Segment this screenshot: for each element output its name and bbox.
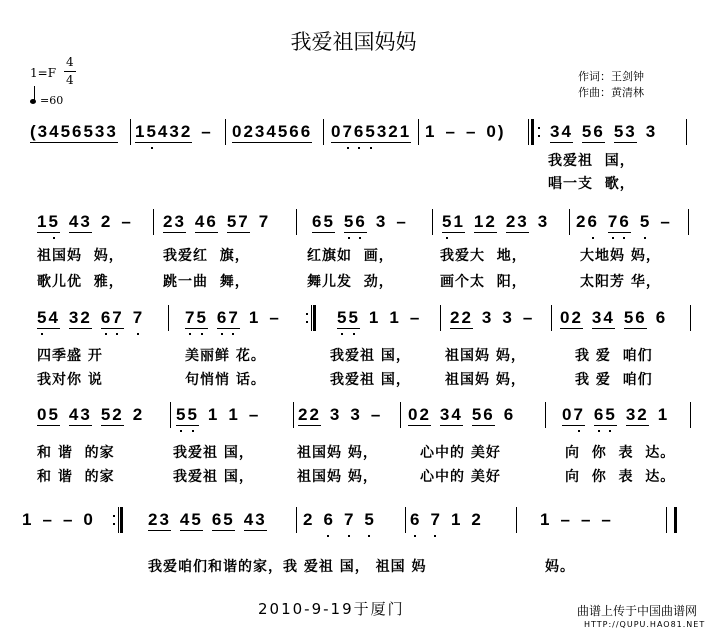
lyricist: 作词：王剑钟 — [578, 70, 644, 83]
note-group: 7 — [344, 510, 355, 530]
lyric-verse-1: 心中的 美好 — [420, 445, 501, 461]
note-group: 67 — [101, 308, 124, 329]
note-group: 12 — [473, 212, 497, 231]
barline — [418, 119, 419, 145]
time-signature-top: 4 — [66, 55, 74, 69]
note-group: 6 — [323, 510, 334, 530]
note-group: – — [42, 510, 54, 529]
low-octave-dot — [348, 237, 350, 239]
low-octave-dot — [414, 535, 416, 537]
low-octave-dot — [347, 147, 349, 149]
measure — [550, 122, 657, 152]
note-group: 34 — [591, 308, 615, 327]
note-group: 56 — [581, 122, 605, 141]
low-octave-dot — [446, 237, 448, 239]
lyric-verse-1: 红旗如 画， — [307, 248, 394, 264]
low-octave-dot — [359, 237, 361, 239]
note-group: 2 — [100, 212, 113, 231]
measure — [37, 405, 144, 435]
note-group: 52 — [100, 405, 124, 424]
low-octave-dot — [623, 237, 625, 239]
note-group: 07 — [562, 405, 585, 426]
barline — [569, 209, 570, 235]
note-group: 22 — [450, 308, 473, 327]
measure — [576, 212, 672, 242]
measure — [337, 308, 421, 338]
note-group: 65 — [312, 212, 335, 231]
note-group: – — [409, 308, 422, 327]
repeat-barline-thick — [120, 507, 123, 533]
note-group: – — [121, 212, 133, 231]
repeat-barline-thin — [311, 305, 312, 331]
note-group: 7 — [133, 308, 144, 328]
repeat-barline-thin — [118, 507, 119, 533]
barline — [296, 507, 297, 533]
note-group: – — [522, 308, 535, 327]
note-group: 1 — [540, 510, 552, 529]
lyric-verse-2: 我 爱 咱们 — [575, 372, 653, 388]
note-group: – — [445, 122, 457, 141]
note-group: 3 — [645, 122, 658, 141]
lyric-verse-1: 大地妈 妈， — [580, 248, 661, 264]
note-group: 76 — [608, 212, 631, 233]
note-group: 3 — [375, 212, 388, 231]
note-group: 55 — [337, 308, 360, 329]
measure — [163, 212, 270, 242]
note-group: 43 — [68, 212, 92, 231]
lyric-verse-1: 我爱大 地， — [440, 248, 527, 264]
tempo: =60 — [40, 94, 64, 107]
note-group: 67 — [217, 308, 240, 329]
note-group: 6 — [503, 405, 516, 424]
note-group: 65 — [211, 510, 235, 529]
date-place: 2010-9-19于厦门 — [258, 600, 405, 618]
lyric-verse-1: 四季盛 开 — [37, 348, 103, 364]
measure — [22, 510, 95, 540]
low-octave-dot — [105, 333, 107, 335]
barline — [296, 209, 297, 235]
barline — [690, 305, 691, 331]
barline — [400, 402, 401, 428]
note-group: 6 — [655, 308, 668, 327]
note-group: 23 — [148, 510, 171, 529]
low-octave-dot — [592, 237, 594, 239]
note-group: 3 — [537, 212, 550, 231]
note-group: 53 — [613, 122, 637, 141]
lyric-verse-1: 我爱祖 国， — [330, 348, 411, 364]
note-group: – — [560, 510, 572, 529]
note-group: 0234566 — [232, 122, 313, 141]
note-group: (3456533 — [30, 122, 118, 141]
note-group: 54 — [37, 308, 60, 329]
lyric-verse-2: 和 谐 的家 — [37, 469, 115, 485]
barline — [690, 402, 691, 428]
barline — [545, 402, 546, 428]
note-group: 1 — [228, 405, 240, 424]
note-group: 6 — [410, 510, 421, 530]
note-group: 5 — [640, 212, 651, 232]
lyric-verse-2: 我对你 说 — [37, 372, 103, 388]
note-group: 43 — [68, 405, 92, 424]
song-title: 我爱祖国妈妈 — [290, 30, 417, 54]
note-group: 1 — [22, 510, 34, 529]
lyric-verse-2: 跳一曲 舞， — [163, 274, 250, 290]
lyric-verse-2: 太阳芳 华， — [580, 274, 661, 290]
barline — [225, 119, 226, 145]
lyric-verse-2: 向 你 表 达。 — [565, 469, 676, 485]
note-group: 15432 — [135, 122, 192, 143]
note-group: 51 — [442, 212, 465, 233]
note-group: 56 — [471, 405, 495, 424]
low-octave-dot — [368, 535, 370, 537]
note-group: – — [465, 122, 478, 141]
repeat-barline-thick — [531, 119, 534, 145]
repeat-barline-thin — [528, 119, 529, 145]
note-group: 3 — [329, 405, 342, 424]
lyric-verse-1: 我爱祖 国， — [548, 153, 635, 169]
note-group: 3 — [350, 405, 362, 424]
time-signature-line — [64, 71, 76, 72]
watermark-text: 曲谱上传于中国曲谱网 — [577, 604, 698, 618]
note-group: – — [370, 405, 383, 424]
low-octave-dot — [598, 430, 600, 432]
measure — [425, 122, 506, 152]
barline — [168, 305, 169, 331]
final-barline-thick — [674, 507, 677, 533]
note-group: 57 — [226, 212, 250, 231]
measure — [540, 510, 613, 540]
repeat-dot — [306, 321, 308, 323]
note-group: 1 — [450, 510, 463, 529]
note-group: 0) — [486, 122, 506, 141]
barline — [293, 402, 294, 428]
lyric-verse-2: 歌儿优 雅， — [37, 274, 124, 290]
measure — [37, 212, 133, 242]
note-group: 02 — [408, 405, 431, 424]
low-octave-dot — [201, 333, 203, 335]
low-octave-dot — [578, 430, 580, 432]
final-barline-thin — [666, 507, 667, 533]
low-octave-dot — [358, 147, 360, 149]
lyric-verse-2: 祖国妈 妈， — [445, 372, 526, 388]
note-group: 56 — [344, 212, 367, 233]
measure — [298, 405, 382, 435]
barline — [323, 119, 324, 145]
note-group: 32 — [625, 405, 649, 424]
note-group: – — [580, 510, 593, 529]
repeat-dot — [113, 515, 115, 517]
measure — [148, 510, 267, 540]
low-octave-dot — [341, 333, 343, 335]
repeat-dot — [306, 313, 308, 315]
key-signature: 1=F — [30, 66, 57, 80]
low-octave-dot — [180, 430, 182, 432]
note-group: 1 — [368, 308, 381, 327]
lyric-verse-2: 祖国妈 妈， — [297, 469, 378, 485]
lyric-verse-1: 我爱红 旗， — [163, 248, 250, 264]
note-group: – — [660, 212, 672, 231]
note-group: 0765321 — [331, 122, 411, 143]
barline — [440, 305, 441, 331]
barline — [686, 119, 687, 145]
low-octave-dot — [348, 535, 350, 537]
measure — [331, 122, 411, 152]
low-octave-dot — [221, 333, 223, 335]
note-group: 75 — [185, 308, 208, 329]
barline — [153, 209, 154, 235]
lyric-verse-1: 我爱祖 国， — [173, 445, 254, 461]
lyric-verse-1: 祖国妈 妈， — [297, 445, 378, 461]
lyric-verse-2: 舞儿发 劲， — [307, 274, 394, 290]
note-group: 65 — [594, 405, 617, 426]
low-octave-dot — [370, 147, 372, 149]
measure — [408, 405, 515, 435]
note-group: 23 — [505, 212, 529, 231]
repeat-dot — [538, 127, 540, 129]
lyric-verse-2: 我爱祖 国， — [173, 469, 254, 485]
note-group: 3 — [502, 308, 514, 327]
note-group: 43 — [243, 510, 267, 529]
low-octave-dot — [434, 535, 436, 537]
barline — [130, 119, 131, 145]
measure — [176, 405, 260, 435]
low-octave-dot — [41, 333, 43, 335]
note-group: 7 — [430, 510, 441, 530]
lyric-verse-1: 妈。 — [545, 559, 575, 575]
watermark-url: HTTP://QUPU.HAO81.NET — [584, 620, 706, 629]
note-group: – — [601, 510, 613, 529]
barline — [516, 507, 517, 533]
low-octave-dot — [612, 237, 614, 239]
lyric-verse-1: 我 爱 咱们 — [575, 348, 653, 364]
note-group: 34 — [439, 405, 463, 424]
note-group: – — [201, 122, 213, 141]
lyric-verse-2: 画个太 阳， — [440, 274, 527, 290]
note-group: 15 — [37, 212, 60, 233]
quarter-note-head-icon — [30, 99, 36, 104]
low-octave-dot — [116, 333, 118, 335]
note-group: – — [269, 308, 281, 327]
note-group: 1 — [425, 122, 437, 141]
note-group: 1 — [207, 405, 220, 424]
measure — [37, 308, 144, 338]
lyric-verse-1: 祖国妈 妈， — [37, 248, 124, 264]
low-octave-dot — [327, 535, 329, 537]
measure — [450, 308, 534, 338]
measure — [185, 308, 281, 338]
measure — [303, 510, 376, 540]
note-group: – — [248, 405, 261, 424]
low-octave-dot — [189, 333, 191, 335]
measure — [562, 405, 669, 435]
lyric-verse-2: 我爱祖 国， — [330, 372, 411, 388]
measure — [442, 212, 549, 242]
note-group: 32 — [68, 308, 92, 327]
barline — [170, 402, 171, 428]
repeat-barline-thick — [313, 305, 316, 331]
lyric-verse-2: 句悄悄 话。 — [185, 372, 266, 388]
note-group: 7 — [258, 212, 271, 231]
note-group: 46 — [194, 212, 218, 231]
measure — [232, 122, 312, 152]
note-group: 1 — [657, 405, 670, 424]
note-group: 22 — [298, 405, 321, 424]
lyric-verse-1: 和 谐 的家 — [37, 445, 115, 461]
composer: 作曲：黄清林 — [578, 86, 644, 99]
note-group: 2 — [471, 510, 483, 529]
low-octave-dot — [644, 237, 646, 239]
note-group: 56 — [623, 308, 647, 327]
repeat-dot — [113, 523, 115, 525]
note-group: 0 — [83, 510, 95, 529]
note-group: 05 — [37, 405, 60, 424]
note-group: – — [396, 212, 408, 231]
note-group: 02 — [560, 308, 583, 327]
low-octave-dot — [232, 333, 234, 335]
note-group: 23 — [163, 212, 186, 231]
barline — [551, 305, 552, 331]
note-group: 2 — [132, 405, 145, 424]
barline — [405, 507, 406, 533]
low-octave-dot — [609, 430, 611, 432]
measure — [30, 122, 118, 152]
barline — [688, 209, 689, 235]
low-octave-dot — [137, 333, 139, 335]
note-group: 3 — [481, 308, 494, 327]
note-group: 55 — [176, 405, 199, 426]
measure — [410, 510, 483, 540]
lyric-verse-1: 向 你 表 达。 — [565, 445, 676, 461]
lyric-verse-1: 我爱咱们和谐的家，我 爱祖 国， 祖国 妈 — [148, 559, 427, 575]
note-group: 34 — [550, 122, 573, 141]
low-octave-dot — [151, 147, 153, 149]
time-signature-bottom: 4 — [66, 73, 74, 87]
note-group: 45 — [179, 510, 203, 529]
note-group: 2 — [303, 510, 315, 529]
note-group: 26 — [576, 212, 599, 232]
lyric-verse-1: 美丽鲜 花。 — [185, 348, 266, 364]
note-group: 5 — [364, 510, 375, 530]
repeat-dot — [538, 135, 540, 137]
lyric-verse-1: 祖国妈 妈， — [445, 348, 526, 364]
measure — [312, 212, 408, 242]
barline — [432, 209, 433, 235]
note-group: 1 — [248, 308, 261, 327]
lyric-verse-2: 唱一支 歌， — [548, 176, 635, 192]
low-octave-dot — [192, 430, 194, 432]
low-octave-dot — [53, 237, 55, 239]
lyric-verse-2: 心中的 美好 — [420, 469, 501, 485]
measure — [560, 308, 667, 338]
note-group: – — [62, 510, 75, 529]
measure — [135, 122, 213, 152]
low-octave-dot — [353, 333, 355, 335]
note-group: 1 — [389, 308, 401, 327]
